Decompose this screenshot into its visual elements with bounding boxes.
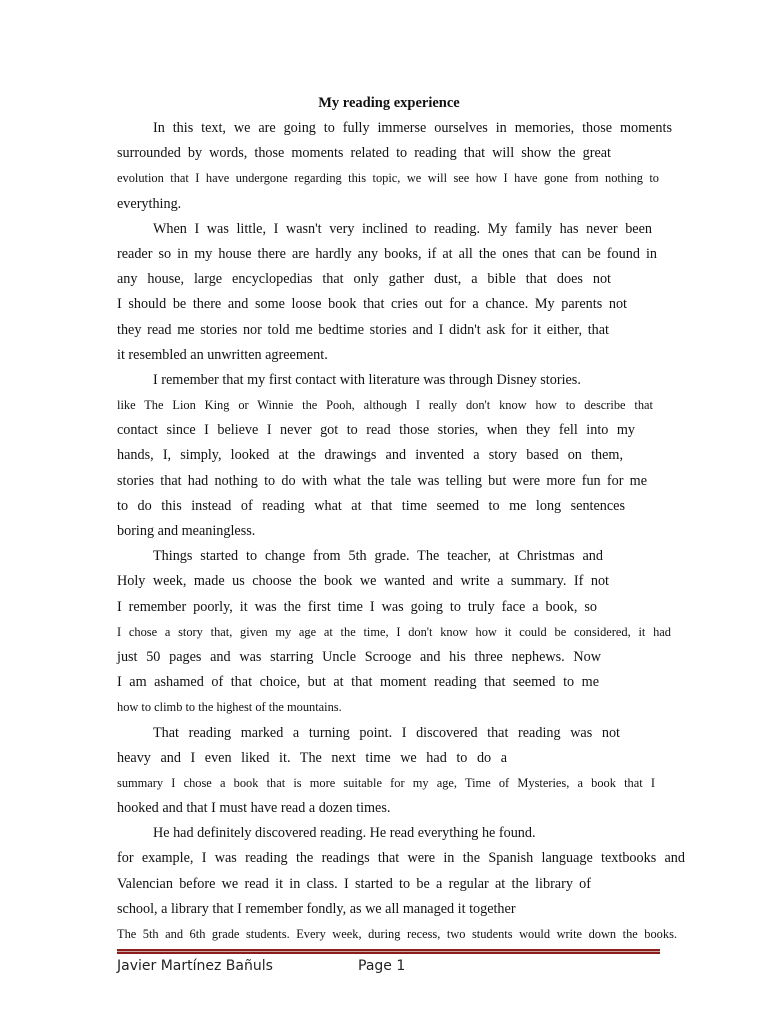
text-line: heavy and I even liked it. The next time we had to do a [117, 749, 507, 766]
text-line: reader so in my house there are hardly any books, if at all the ones that can be found in [117, 245, 657, 262]
footer-author: Javier Martínez Bañuls [117, 958, 273, 974]
page-number: Page 1 [358, 958, 406, 974]
text-line: Valencian before we read it in class. I started to be a regular at the library of [117, 875, 591, 892]
text-line: just 50 pages and was starring Uncle Scrooge and his three nephews. Now [117, 648, 601, 665]
text-line: boring and meaningless. [117, 523, 256, 539]
text-line: stories that had nothing to do with what the tale was telling but were more fun for me [117, 472, 647, 489]
text-line: The 5th and 6th grade students. Every week, during recess, two students would write down the books. [117, 927, 677, 941]
text-line: I chose a story that, given my age at the time, I don't know how it could be considered, it had [117, 624, 671, 639]
text-line: they read me stories nor told me bedtime stories and I didn't ask for it either, that [117, 321, 609, 338]
text-line: contact since I believe I never got to read those stories, when they fell into my [117, 422, 635, 439]
document-title: My reading experience [318, 95, 460, 111]
text-line: In this text, we are going to fully immerse ourselves in memories, those moments [153, 120, 672, 136]
text-line: for example, I was reading the readings that were in the Spanish language textbooks and [117, 850, 685, 867]
text-line: Holy week, made us choose the book we wanted and write a summary. If not [117, 573, 609, 590]
text-line: school, a library that I remember fondly, as we all managed it together [117, 900, 516, 917]
text-line: like The Lion King or Winnie the Pooh, although I really don't know how to describe that [117, 398, 653, 413]
text-line: any house, large encyclopedias that only gather dust, a bible that does not [117, 271, 611, 288]
text-line: Things started to change from 5th grade. The teacher, at Christmas and [153, 548, 603, 565]
text-line: hooked and that I must have read a dozen times. [117, 800, 391, 817]
footer-rule-inner [117, 951, 660, 952]
text-line: summary I chose a book that is more suitable for my age, Time of Mysteries, a book that I [117, 775, 655, 790]
text-line: He had definitely discovered reading. He read everything he found. [153, 825, 536, 842]
text-line: hands, I, simply, looked at the drawings and invented a story based on them, [117, 447, 623, 464]
text-line: it resembled an unwritten agreement. [117, 346, 328, 363]
text-line: surrounded by words, those moments related to reading that will show the great [117, 145, 611, 162]
text-line: I am ashamed of that choice, but at that moment reading that seemed to me [117, 674, 599, 691]
text-line: everything. [117, 195, 182, 212]
text-line: I should be there and some loose book that cries out for a chance. My parents not [117, 296, 627, 313]
document-body [117, 118, 687, 949]
text-line: I remember that my first contact with literature was through Disney stories. [153, 371, 581, 388]
text-line: That reading marked a turning point. I discovered that reading was not [153, 724, 620, 741]
text-line: I remember poorly, it was the first time I was going to truly face a book, so [117, 598, 597, 615]
text-line: evolution that I have undergone regarding this topic, we will see how I have gone from nothing to [117, 171, 659, 186]
text-line: to do this instead of reading what at that time seemed to me long sentences [117, 497, 625, 514]
text-line: When I was little, I wasn't very inclined to reading. My family has never been [153, 220, 652, 237]
text-line: how to climb to the highest of the mountains. [117, 700, 342, 715]
